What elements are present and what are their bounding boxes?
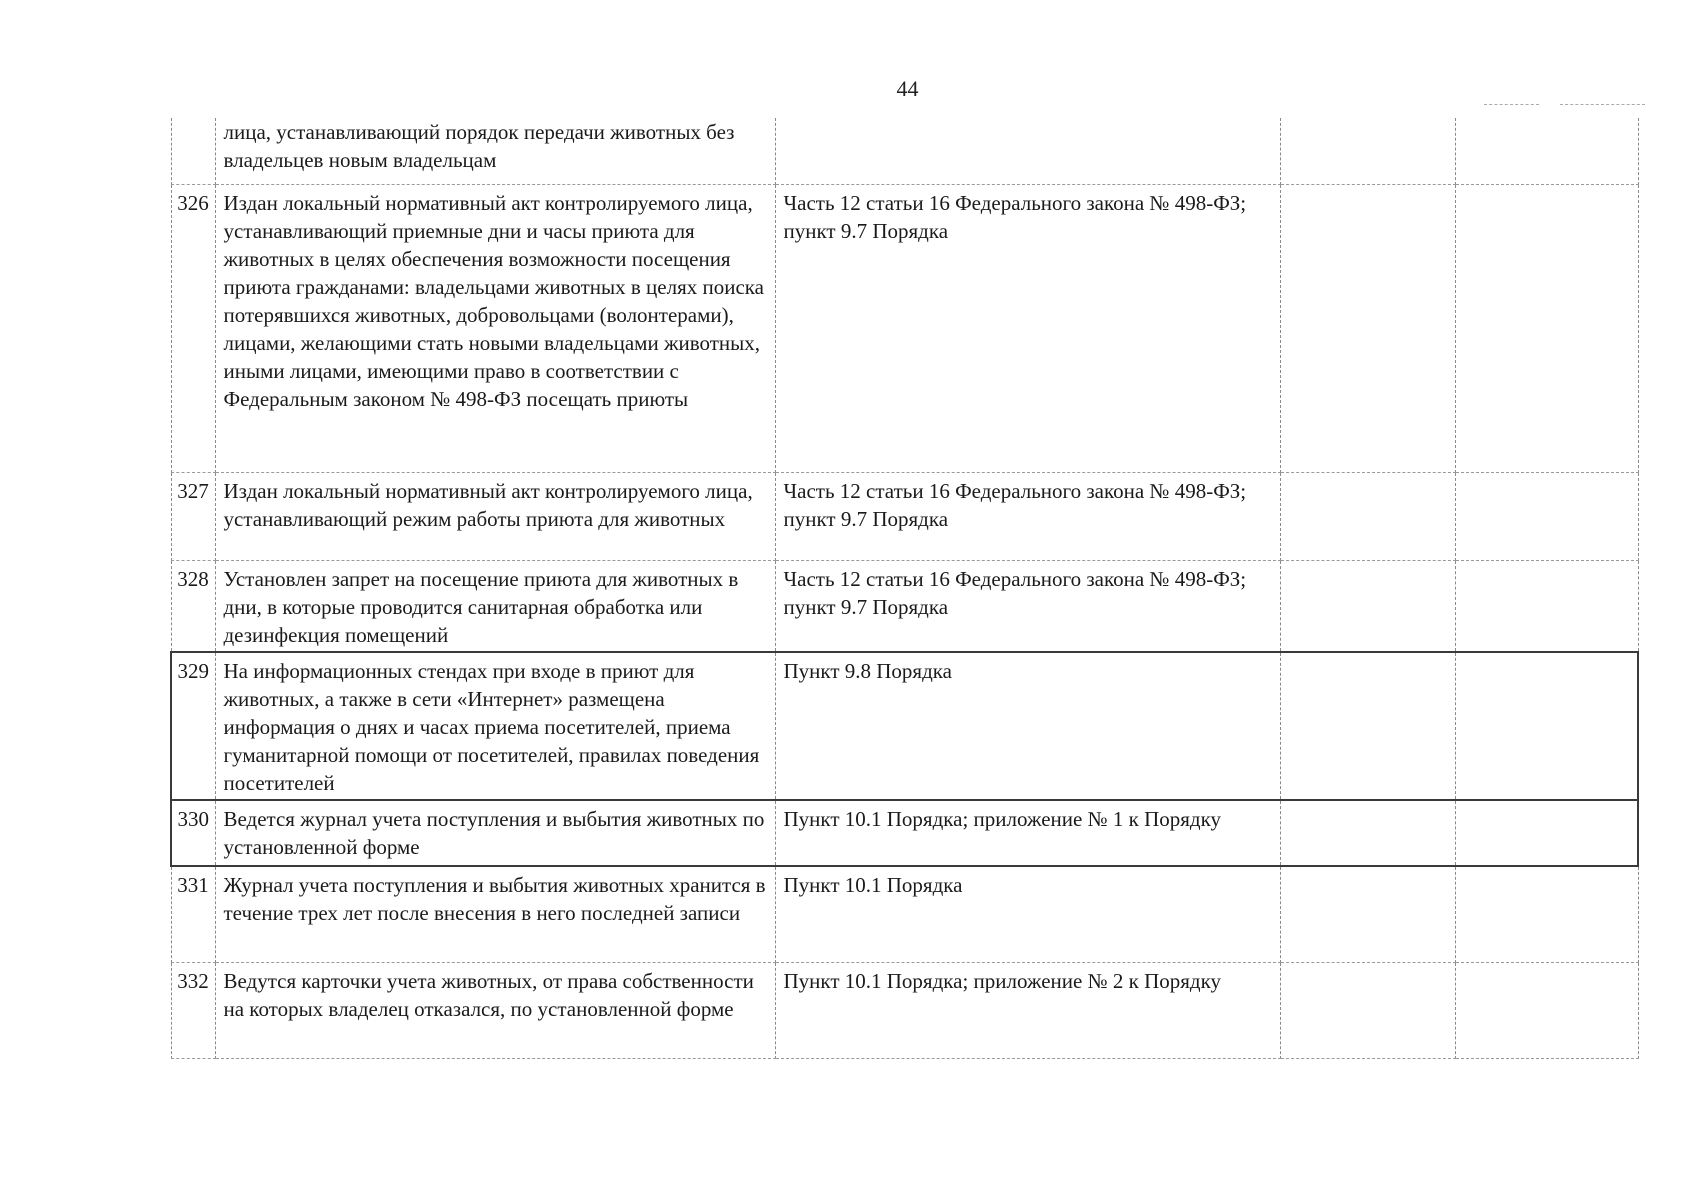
row-number: 329	[171, 652, 215, 800]
row-number: 332	[171, 962, 215, 1058]
empty-cell	[1280, 118, 1455, 184]
requirement-text: Издан локальный нормативный акт контролируемого лица, устанавливающий приемные дни и часы приюта для животных в целях обеспечения возможности посещения приюта гражданами: владельцами животных в целях поиска потерявшихся животных, добровольцами (волонтерами), лицами, желающими стать новыми владельцами животных, иными лицами, имеющими право в соответствии с Федеральным законом № 498-ФЗ посещать приюты	[215, 184, 775, 472]
empty-cell	[1280, 866, 1455, 962]
row-number	[171, 118, 215, 184]
empty-cell	[1455, 652, 1638, 800]
empty-cell	[1280, 560, 1455, 652]
empty-cell	[1280, 184, 1455, 472]
empty-cell	[1455, 472, 1638, 560]
legal-reference: Пункт 10.1 Порядка	[775, 866, 1280, 962]
requirement-text: Ведутся карточки учета животных, от права собственности на которых владелец отказался, по установленной форме	[215, 962, 775, 1058]
empty-cell	[1280, 472, 1455, 560]
table-row	[171, 184, 1638, 472]
empty-cell	[1455, 184, 1638, 472]
legal-reference: Часть 12 статьи 16 Федерального закона № 498-ФЗ; пункт 9.7 Порядка	[775, 184, 1280, 472]
legal-reference: Пункт 10.1 Порядка; приложение № 1 к Порядку	[775, 800, 1280, 866]
requirement-text: Установлен запрет на посещение приюта для животных в дни, в которые проводится санитарная обработка или дезинфекция помещений	[215, 560, 775, 652]
table-row	[171, 652, 1638, 800]
table-row	[171, 472, 1638, 560]
row-number: 330	[171, 800, 215, 866]
legal-reference: Часть 12 статьи 16 Федерального закона № 498-ФЗ; пункт 9.7 Порядка	[775, 472, 1280, 560]
table-row	[171, 962, 1638, 1058]
table-row	[171, 866, 1638, 962]
empty-cell	[1455, 866, 1638, 962]
requirement-text: На информационных стендах при входе в приют для животных, а также в сети «Интернет» размещена информация о днях и часах приема посетителей, приема гуманитарной помощи от посетителей, правилах поведения посетителей	[215, 652, 775, 800]
requirement-text: Издан локальный нормативный акт контролируемого лица, устанавливающий режим работы приюта для животных	[215, 472, 775, 560]
table-row	[171, 800, 1638, 866]
empty-cell	[1455, 560, 1638, 652]
requirement-text: Журнал учета поступления и выбытия животных хранится в течение трех лет после внесения в него последней записи	[215, 866, 775, 962]
empty-cell	[1455, 118, 1638, 184]
row-number: 331	[171, 866, 215, 962]
page-number: 44	[896, 76, 919, 101]
legal-reference: Пункт 10.1 Порядка; приложение № 2 к Порядку	[775, 962, 1280, 1058]
requirement-text: лица, устанавливающий порядок передачи животных без владельцев новым владельцам	[215, 118, 775, 184]
legal-reference: Часть 12 статьи 16 Федерального закона № 498-ФЗ; пункт 9.7 Порядка	[775, 560, 1280, 652]
empty-cell	[1280, 962, 1455, 1058]
scan-dash-mark	[1484, 104, 1539, 105]
scan-dash-mark	[1560, 104, 1645, 105]
empty-cell	[1280, 652, 1455, 800]
empty-cell	[1280, 800, 1455, 866]
empty-cell	[1455, 962, 1638, 1058]
row-number: 326	[171, 184, 215, 472]
row-number: 328	[171, 560, 215, 652]
requirements-table	[170, 118, 1639, 1059]
empty-cell	[1455, 800, 1638, 866]
table-row	[171, 560, 1638, 652]
legal-reference: Пункт 9.8 Порядка	[775, 652, 1280, 800]
table-row	[171, 118, 1638, 184]
row-number: 327	[171, 472, 215, 560]
requirement-text: Ведется журнал учета поступления и выбытия животных по установленной форме	[215, 800, 775, 866]
legal-reference	[775, 118, 1280, 184]
